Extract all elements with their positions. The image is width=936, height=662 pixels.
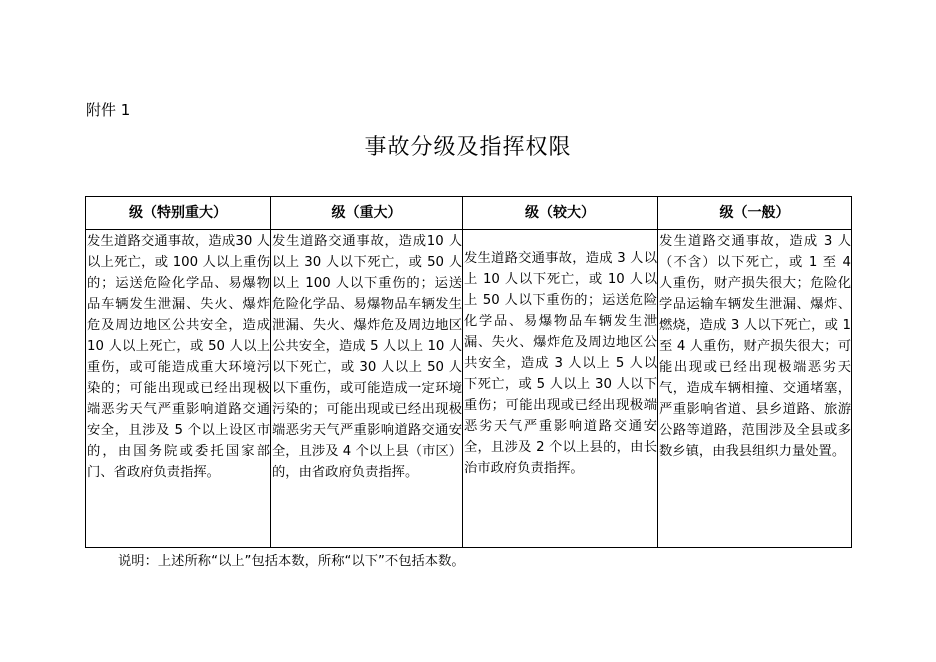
table-header-row: [86, 197, 852, 230]
header-grade-2: 级（重大）: [271, 197, 463, 230]
header-grade-4: 级（一般）: [658, 197, 852, 230]
header-grade-1: 级（特别重大）: [86, 197, 271, 230]
incident-grade-table: [85, 196, 852, 548]
table-row: [86, 230, 852, 548]
cell-grade-3-text: 发生道路交通事故，造成 3 人以上 10 人以下死亡，或 10 人以上 50 人以下重伤的；运送危险化学品、易爆物品车辆发生泄漏、失火、爆炸危及周边地区公共安全，造成 3 人以上 5 人以下死亡，或 5 人以上 30 人以下重伤；可能出现或已经出现极端恶劣天气严重影响道路交通安全，且涉及 2 个以上县的，由长治市政府负责指挥。: [464, 251, 657, 476]
document-title: 事故分级及指挥权限: [364, 135, 572, 160]
cell-grade-4: [658, 230, 852, 548]
cell-grade-3: [463, 230, 658, 548]
cell-grade-4-text: 发生道路交通事故，造成 3 人（不含）以下死亡，或 1 至 4 人重伤，财产损失很大；危险化学品运输车辆发生泄漏、爆炸、燃烧，造成 3 人以下死亡，或 1 至 4 人重伤，财产损失很大；可能出现或已经出现极端恶劣天气，造成车辆相撞、交通堵塞，严重影响省道、县乡道路、旅游公路等道路，范围涉及全县或多数乡镇，由我县组织力量处置。: [659, 234, 851, 459]
header-grade-3: 级（较大）: [463, 197, 658, 230]
footnote: 说明：上述所称“以上”包括本数，所称“以下”不包括本数。: [118, 554, 465, 569]
cell-grade-1: [86, 230, 271, 548]
cell-grade-1-text: 发生道路交通事故，造成30 人以上死亡，或 100 人以上重伤的；运送危险化学品、易爆物品车辆发生泄漏、失火、爆炸危及周边地区公共安全，造成 10 人以上死亡，或 50 人以上重伤，或可能造成重大环境污染的；可能出现或已经出现极端恶劣天气严重影响道路交通安全，且涉及 5 个以上设区市的，由国务院或委托国家部门、省政府负责指挥。: [87, 234, 270, 480]
cell-grade-2-text: 发生道路交通事故，造成10 人以上 30 人以下死亡，或 50 人以上 100 人以下重伤的；运送危险化学品、易爆物品车辆发生泄漏、失火、爆炸危及周边地区公共安全，造成 5 人以上 10 人以下死亡，或 30 人以上 50 人以下重伤，或可能造成一定环境污染的；可能出现或已经出现极端恶劣天气严重影响道路交通安全，且涉及 4 个以上县（市区）的，由省政府负责指挥。: [272, 234, 462, 480]
attachment-label: 附件 1: [86, 101, 131, 119]
cell-grade-2: [271, 230, 463, 548]
